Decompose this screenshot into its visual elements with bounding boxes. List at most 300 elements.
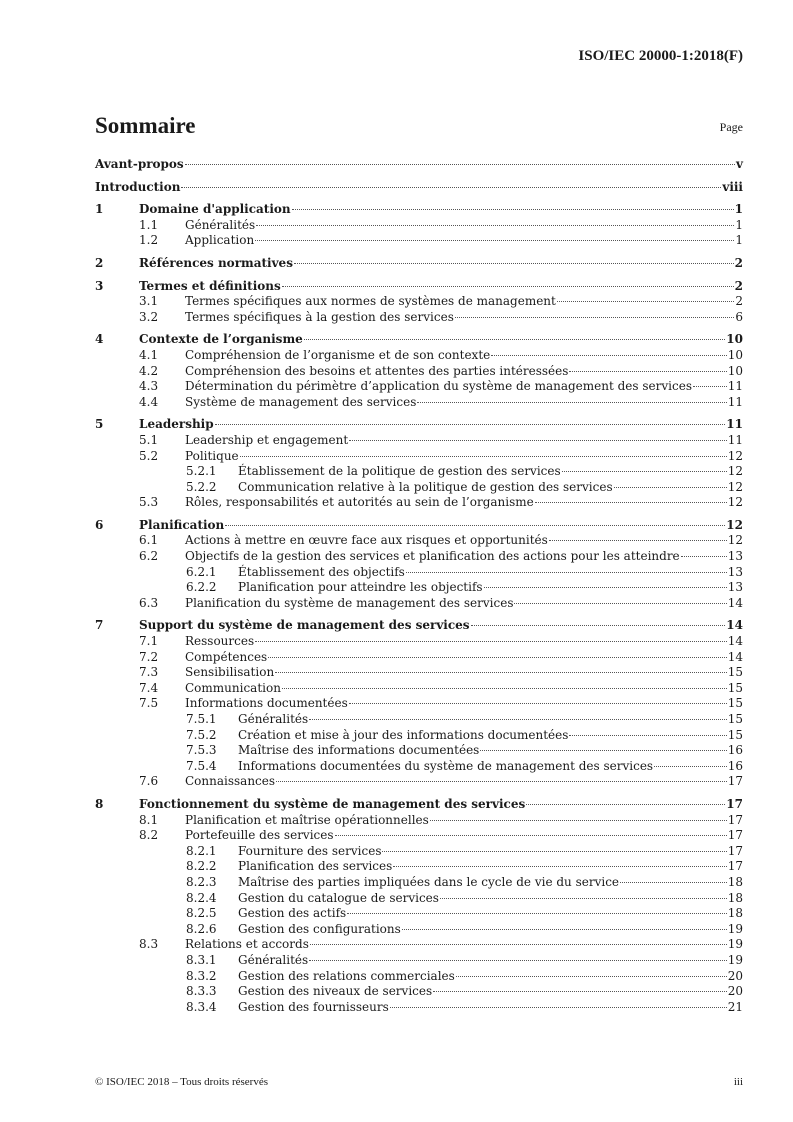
toc-entry-page: 16 [727, 758, 743, 773]
toc-entry-title: Politique [185, 448, 239, 463]
toc-entry-title: Maîtrise des parties impliquées dans le cycle de vie du service [238, 874, 620, 889]
dot-leader [569, 735, 726, 736]
toc-entry-number: 4 [95, 332, 104, 347]
toc-entry-page: 17 [727, 774, 743, 789]
toc-entry-8-3-2[interactable] [95, 969, 743, 985]
toc-entry-line [185, 665, 743, 681]
toc-entry-title: Introduction [95, 179, 181, 194]
toc-entry-page: 16 [727, 743, 743, 758]
toc-entry-number: 8.3.1 [186, 952, 217, 967]
toc-entry-page: 10 [727, 347, 743, 362]
toc-entry-title: Gestion des niveaux de services [238, 984, 433, 999]
toc-entry-5-2-2[interactable] [95, 480, 743, 496]
toc-entry-6-2-2[interactable] [95, 580, 743, 596]
toc-entry-page: 12 [727, 464, 743, 479]
toc-entry-line [185, 449, 743, 465]
toc-entry-page: 18 [727, 874, 743, 889]
toc-entry-number: 7.6 [139, 774, 159, 789]
toc-entry-7-5-4[interactable] [95, 759, 743, 775]
toc-entry-line [185, 433, 743, 449]
toc-entry-number: 8.3.3 [186, 984, 217, 999]
toc-entry-8-1[interactable] [95, 813, 743, 829]
toc-entry-page: 12 [726, 517, 743, 532]
toc-entry-8-3[interactable] [95, 937, 743, 953]
toc-entry-7-6[interactable] [95, 774, 743, 790]
dot-leader [417, 402, 726, 403]
toc-entry-title: Informations documentées [185, 696, 348, 711]
toc-entry-title: Fonctionnement du système de management des services [139, 796, 526, 811]
toc-entry-page: 15 [727, 727, 743, 742]
toc-entry-title: Termes et définitions [139, 278, 281, 293]
table-of-contents [95, 157, 743, 1015]
toc-entry-5[interactable] [95, 417, 743, 433]
toc-entry-number: 8.2.1 [186, 843, 217, 858]
dot-leader [440, 898, 727, 899]
toc-entry-1-2[interactable] [95, 233, 743, 249]
toc-entry-number: 8.2.2 [186, 859, 217, 874]
toc-entry-page: 13 [727, 580, 743, 595]
toc-entry-title: Gestion des relations commerciales [238, 968, 455, 983]
toc-entry-3-2[interactable] [95, 310, 743, 326]
toc-entry-title: Domaine d'application [139, 202, 291, 217]
toc-entry-line [238, 875, 743, 891]
toc-entry-title: Termes spécifiques aux normes de systèmes de management [185, 294, 556, 309]
toc-entry-number: 7 [95, 618, 104, 633]
toc-entry-4-4[interactable] [95, 395, 743, 411]
toc-entry-title: Avant-propos [95, 157, 184, 171]
toc-entry-1[interactable] [95, 202, 743, 218]
toc-entry-page: 14 [727, 634, 743, 649]
toc-entry-page: 10 [726, 332, 743, 347]
dot-leader [557, 301, 735, 302]
toc-entry-title: Planification des services [238, 859, 393, 874]
toc-entry-number: 2 [95, 255, 104, 270]
dot-leader [614, 487, 727, 488]
toc-entry-number: 7.5.3 [186, 743, 217, 758]
toc-entry-page: 14 [727, 649, 743, 664]
toc-entry-line [185, 828, 743, 844]
toc-entry-title: Création et mise à jour des informations documentées [238, 727, 569, 742]
toc-entry-title: Gestion des actifs [238, 906, 347, 921]
toc-entry-line [238, 984, 743, 1000]
toc-entry-8-2-5[interactable] [95, 906, 743, 922]
dot-leader [620, 882, 727, 883]
toc-entry-line [185, 495, 743, 511]
toc-entry-page: 19 [727, 921, 743, 936]
dot-leader [181, 187, 721, 188]
toc-entry-line [238, 464, 743, 480]
toc-entry-number: 3 [95, 278, 104, 293]
dot-leader [491, 355, 726, 356]
toc-entry-line [139, 618, 743, 634]
toc-entry-line [139, 797, 743, 813]
toc-entry-8-2-2[interactable] [95, 859, 743, 875]
toc-entry-page: v [736, 157, 743, 171]
footer-page-number: iii [733, 1076, 743, 1088]
toc-entry-number: 3.2 [139, 309, 159, 324]
toc-entry-title: Rôles, responsabilités et autorités au sein de l’organisme [185, 495, 534, 510]
toc-entry-number: 7.2 [139, 649, 159, 664]
toc-entry-number: 7.4 [139, 680, 159, 695]
toc-entry-number: 8.2.5 [186, 906, 217, 921]
toc-entry-number: 8 [95, 796, 104, 811]
toc-entry-2[interactable] [95, 256, 743, 272]
toc-entry-4[interactable] [95, 332, 743, 348]
toc-entry-title: Contexte de l’organisme [139, 332, 303, 347]
dot-leader [255, 240, 734, 241]
toc-entry-line [185, 218, 743, 234]
toc-entry-title: Généralités [185, 217, 256, 232]
toc-entry-title: Établissement de la politique de gestion des services [238, 464, 561, 479]
toc-entry-line [185, 348, 743, 364]
toc-entry-line [238, 922, 743, 938]
toc-entry-title: Compréhension de l’organisme et de son contexte [185, 347, 491, 362]
dot-leader [526, 804, 725, 805]
toc-entry-6-2-1[interactable] [95, 565, 743, 581]
dot-leader [480, 750, 726, 751]
toc-entry-title: Gestion des fournisseurs [238, 999, 389, 1014]
toc-entry-page: 11 [726, 417, 743, 432]
dot-leader [240, 456, 727, 457]
dot-leader [549, 540, 727, 541]
toc-entry-7-4[interactable] [95, 681, 743, 697]
toc-entry-5-3[interactable] [95, 495, 743, 511]
toc-entry-title: Leadership et engagement [185, 432, 349, 447]
toc-entry-1-1[interactable] [95, 218, 743, 234]
toc-entry-title: Sensibilisation [185, 665, 275, 680]
toc-entry-7-2[interactable] [95, 650, 743, 666]
toc-entry-line [139, 202, 743, 218]
toc-entry-number: 6.2.2 [186, 580, 217, 595]
toc-entry-line [238, 728, 743, 744]
toc-entry-3-1[interactable] [95, 294, 743, 310]
toc-entry-number: 8.2 [139, 828, 159, 843]
toc-entry-page: 10 [727, 363, 743, 378]
dot-leader [292, 209, 734, 210]
toc-entry-4-3[interactable] [95, 379, 743, 395]
toc-entry-6-3[interactable] [95, 596, 743, 612]
toc-entry-line [185, 379, 743, 395]
toc-entry-4-1[interactable] [95, 348, 743, 364]
dot-leader [349, 703, 727, 704]
toc-entry-title: Portefeuille des services [185, 828, 334, 843]
toc-entry-8-2-4[interactable] [95, 891, 743, 907]
toc-entry-line [238, 891, 743, 907]
dot-leader [256, 225, 734, 226]
dot-leader [681, 556, 727, 557]
toc-entry-page: 1 [735, 233, 743, 248]
toc-entry-page: 1 [735, 217, 743, 232]
toc-entry-page: 17 [727, 828, 743, 843]
toc-entry-page: 12 [727, 479, 743, 494]
toc-entry-line [185, 696, 743, 712]
toc-entry-line [238, 712, 743, 728]
toc-entry-page: 1 [734, 202, 743, 217]
toc-entry-page: 17 [727, 859, 743, 874]
toc-entry-title: Système de management des services [185, 394, 417, 409]
dot-leader [309, 719, 727, 720]
toc-entry-line [238, 969, 743, 985]
toc-entry-page: 19 [727, 937, 743, 952]
toc-entry-line [139, 417, 743, 433]
toc-entry-8-2-1[interactable] [95, 844, 743, 860]
dot-leader [347, 913, 727, 914]
dot-leader [402, 929, 727, 930]
toc-entry-line [238, 859, 743, 875]
toc-entry-line [238, 953, 743, 969]
toc-entry-title: Maîtrise des informations documentées [238, 743, 480, 758]
dot-leader [406, 572, 727, 573]
toc-entry-7-5-3[interactable] [95, 743, 743, 759]
toc-entry-title: Termes spécifiques à la gestion des services [185, 309, 454, 324]
toc-entry-8-3-3[interactable] [95, 984, 743, 1000]
dot-leader [335, 835, 727, 836]
toc-entry-line [185, 310, 743, 326]
dot-leader [390, 1007, 727, 1008]
toc-entry-4-2[interactable] [95, 364, 743, 380]
dot-leader [562, 471, 727, 472]
dot-leader [282, 286, 734, 287]
toc-entry-title: Communication relative à la politique de gestion des services [238, 479, 613, 494]
toc-entry-number: 1 [95, 202, 104, 217]
toc-entry-title: Planification et maîtrise opérationnelles [185, 812, 429, 827]
toc-entry-page: 18 [727, 890, 743, 905]
toc-entry-number: 1.2 [139, 233, 159, 248]
dot-leader [275, 672, 727, 673]
toc-entry-line [238, 580, 743, 596]
toc-entry-line [238, 759, 743, 775]
toc-entry-page: 13 [727, 564, 743, 579]
toc-entry-number: 6.2.1 [186, 564, 217, 579]
toc-entry-6-1[interactable] [95, 533, 743, 549]
toc-entry-number: 8.2.3 [186, 874, 217, 889]
toc-entry-7-5-1[interactable] [95, 712, 743, 728]
toc-entry-line [95, 180, 743, 196]
dot-leader [255, 641, 727, 642]
dot-leader [393, 866, 726, 867]
toc-entry-page: 17 [727, 843, 743, 858]
toc-entry-title: Généralités [238, 952, 309, 967]
toc-entry-page: 2 [734, 255, 743, 270]
toc-entry-number: 7.3 [139, 665, 159, 680]
toc-entry-line [185, 533, 743, 549]
toc-entry-page: 14 [726, 618, 743, 633]
toc-entry-page: 20 [727, 968, 743, 983]
toc-entry-page: 17 [727, 812, 743, 827]
toc-entry-number: 6.1 [139, 533, 159, 548]
toc-entry-page: 15 [727, 680, 743, 695]
toc-entry-title: Gestion du catalogue de services [238, 890, 439, 905]
toc-entry-5-2-1[interactable] [95, 464, 743, 480]
toc-entry-title: Objectifs de la gestion des services et planification des actions pour les atteindre [185, 549, 680, 564]
toc-entry-5-2[interactable] [95, 449, 743, 465]
toc-entry-number: 7.5 [139, 696, 159, 711]
toc-entry-7-1[interactable] [95, 634, 743, 650]
toc-entry-number: 3.1 [139, 294, 159, 309]
toc-entry-page: 21 [727, 999, 743, 1014]
toc-entry-3[interactable] [95, 279, 743, 295]
toc-entry-line [238, 906, 743, 922]
toc-entry-page: 15 [727, 696, 743, 711]
dot-leader [294, 263, 734, 264]
dot-leader [268, 657, 727, 658]
toc-entry-avant-propos[interactable] [95, 157, 743, 173]
toc-entry-title: Actions à mettre en œuvre face aux risques et opportunités [185, 533, 548, 548]
toc-entry-number: 6 [95, 517, 104, 532]
toc-entry-page: 14 [727, 595, 743, 610]
toc-entry-page: 6 [735, 309, 743, 324]
toc-entry-number: 8.2.4 [186, 890, 217, 905]
dot-leader [310, 944, 727, 945]
dot-leader [304, 339, 726, 340]
toc-entry-number: 7.5.4 [186, 758, 217, 773]
toc-entry-line [238, 565, 743, 581]
toc-entry-title: Établissement des objectifs [238, 564, 405, 579]
toc-entry-page: viii [722, 179, 743, 194]
footer-copyright: © ISO/IEC 2018 – Tous droits réservés [95, 1076, 268, 1088]
toc-entry-7-3[interactable] [95, 665, 743, 681]
dot-leader [484, 587, 727, 588]
toc-entry-page: 11 [727, 432, 743, 447]
toc-entry-line [95, 157, 743, 173]
toc-entry-page: 19 [727, 952, 743, 967]
toc-entry-number: 4.4 [139, 394, 159, 409]
toc-entry-title: Gestion des configurations [238, 921, 401, 936]
toc-entry-title: Planification [139, 517, 225, 532]
toc-entry-8-2[interactable] [95, 828, 743, 844]
toc-entry-line [185, 650, 743, 666]
toc-entry-line [238, 1000, 743, 1016]
toc-entry-line [185, 813, 743, 829]
toc-entry-title: Généralités [238, 712, 309, 726]
toc-entry-page: 12 [727, 448, 743, 463]
dot-leader [309, 960, 727, 961]
toc-entry-page: 15 [727, 665, 743, 680]
toc-entry-title: Connaissances [185, 774, 276, 789]
dot-leader [535, 502, 727, 503]
toc-entry-8-2-6[interactable] [95, 922, 743, 938]
toc-entry-line [139, 256, 743, 272]
toc-entry-8[interactable] [95, 797, 743, 813]
toc-entry-title: Support du système de management des services [139, 618, 470, 633]
toc-entry-line [139, 518, 743, 534]
toc-entry-title: Relations et accords [185, 937, 309, 952]
toc-entry-line [185, 549, 743, 565]
toc-entry-line [185, 596, 743, 612]
toc-entry-5-1[interactable] [95, 433, 743, 449]
toc-entry-7-5-2[interactable] [95, 728, 743, 744]
dot-leader [456, 976, 727, 977]
toc-entry-line [139, 332, 743, 348]
toc-entry-page: 11 [727, 394, 743, 409]
toc-entry-page: 2 [734, 278, 743, 293]
toc-entry-number: 7.5.1 [186, 712, 217, 726]
dot-leader [471, 625, 726, 626]
toc-entry-7-5[interactable] [95, 696, 743, 712]
toc-entry-title: Fourniture des services [238, 843, 382, 858]
dot-leader [433, 991, 727, 992]
toc-entry-number: 5.1 [139, 432, 159, 447]
toc-entry-number: 7.1 [139, 634, 159, 649]
toc-entry-number: 4.1 [139, 347, 159, 362]
page-column-label: Page [719, 120, 743, 134]
toc-entry-title: Communication [185, 680, 281, 695]
toc-entry-number: 8.3.2 [186, 968, 217, 983]
toc-entry-line [238, 844, 743, 860]
toc-entry-title: Planification pour atteindre les objectifs [238, 580, 483, 595]
toc-entry-line [185, 634, 743, 650]
dot-leader [693, 386, 727, 387]
toc-entry-8-2-3[interactable] [95, 875, 743, 891]
toc-entry-line [185, 937, 743, 953]
toc-entry-page: 17 [726, 796, 743, 811]
toc-entry-title: Détermination du périmètre d’application du système de management des services [185, 379, 692, 394]
toc-entry-line [185, 681, 743, 697]
toc-entry-title: Compréhension des besoins et attentes des parties intéressées [185, 363, 569, 378]
toc-entry-title: Application [185, 233, 255, 248]
toc-entry-number: 1.1 [139, 217, 159, 232]
toc-entry-line [185, 395, 743, 411]
toc-entry-introduction[interactable] [95, 180, 743, 196]
toc-entry-number: 4.3 [139, 379, 159, 394]
toc-entry-page: 12 [727, 533, 743, 548]
toc-entry-number: 6.3 [139, 595, 159, 610]
toc-entry-8-3-4[interactable] [95, 1000, 743, 1016]
toc-entry-6-2[interactable] [95, 549, 743, 565]
toc-entry-page: 11 [727, 379, 743, 394]
toc-entry-8-3-1[interactable] [95, 953, 743, 969]
toc-entry-line [238, 743, 743, 759]
document-header: ISO/IEC 20000-1:2018(F) [578, 48, 743, 64]
toc-entry-number: 5 [95, 417, 104, 432]
toc-entry-7[interactable] [95, 618, 743, 634]
toc-entry-line [139, 279, 743, 295]
toc-entry-number: 5.2.1 [186, 464, 217, 479]
toc-entry-number: 8.3.4 [186, 999, 217, 1014]
toc-entry-page: 15 [727, 712, 743, 726]
dot-leader [185, 164, 735, 165]
dot-leader [382, 851, 726, 852]
toc-entry-number: 8.1 [139, 812, 159, 827]
toc-entry-number: 5.2.2 [186, 479, 217, 494]
toc-entry-number: 6.2 [139, 549, 159, 564]
toc-entry-line [185, 774, 743, 790]
toc-entry-title: Références normatives [139, 255, 293, 270]
toc-entry-title: Ressources [185, 634, 255, 649]
toc-entry-title: Informations documentées du système de management des services [238, 758, 654, 773]
dot-leader [514, 603, 726, 604]
toc-entry-page: 20 [727, 984, 743, 999]
toc-entry-number: 8.2.6 [186, 921, 217, 936]
toc-entry-number: 7.5.2 [186, 727, 217, 742]
dot-leader [430, 820, 727, 821]
toc-entry-title: Planification du système de management des services [185, 595, 514, 610]
dot-leader [455, 317, 735, 318]
dot-leader [225, 525, 725, 526]
toc-entry-line [185, 294, 743, 310]
toc-entry-line [238, 480, 743, 496]
toc-entry-number: 4.2 [139, 363, 159, 378]
toc-entry-number: 5.3 [139, 495, 159, 510]
toc-entry-6[interactable] [95, 518, 743, 534]
toc-entry-page: 13 [727, 549, 743, 564]
toc-entry-page: 2 [735, 294, 743, 309]
toc-entry-page: 18 [727, 906, 743, 921]
toc-entry-line [185, 364, 743, 380]
dot-leader [215, 424, 726, 425]
toc-entry-number: 5.2 [139, 448, 159, 463]
toc-entry-number: 8.3 [139, 937, 159, 952]
